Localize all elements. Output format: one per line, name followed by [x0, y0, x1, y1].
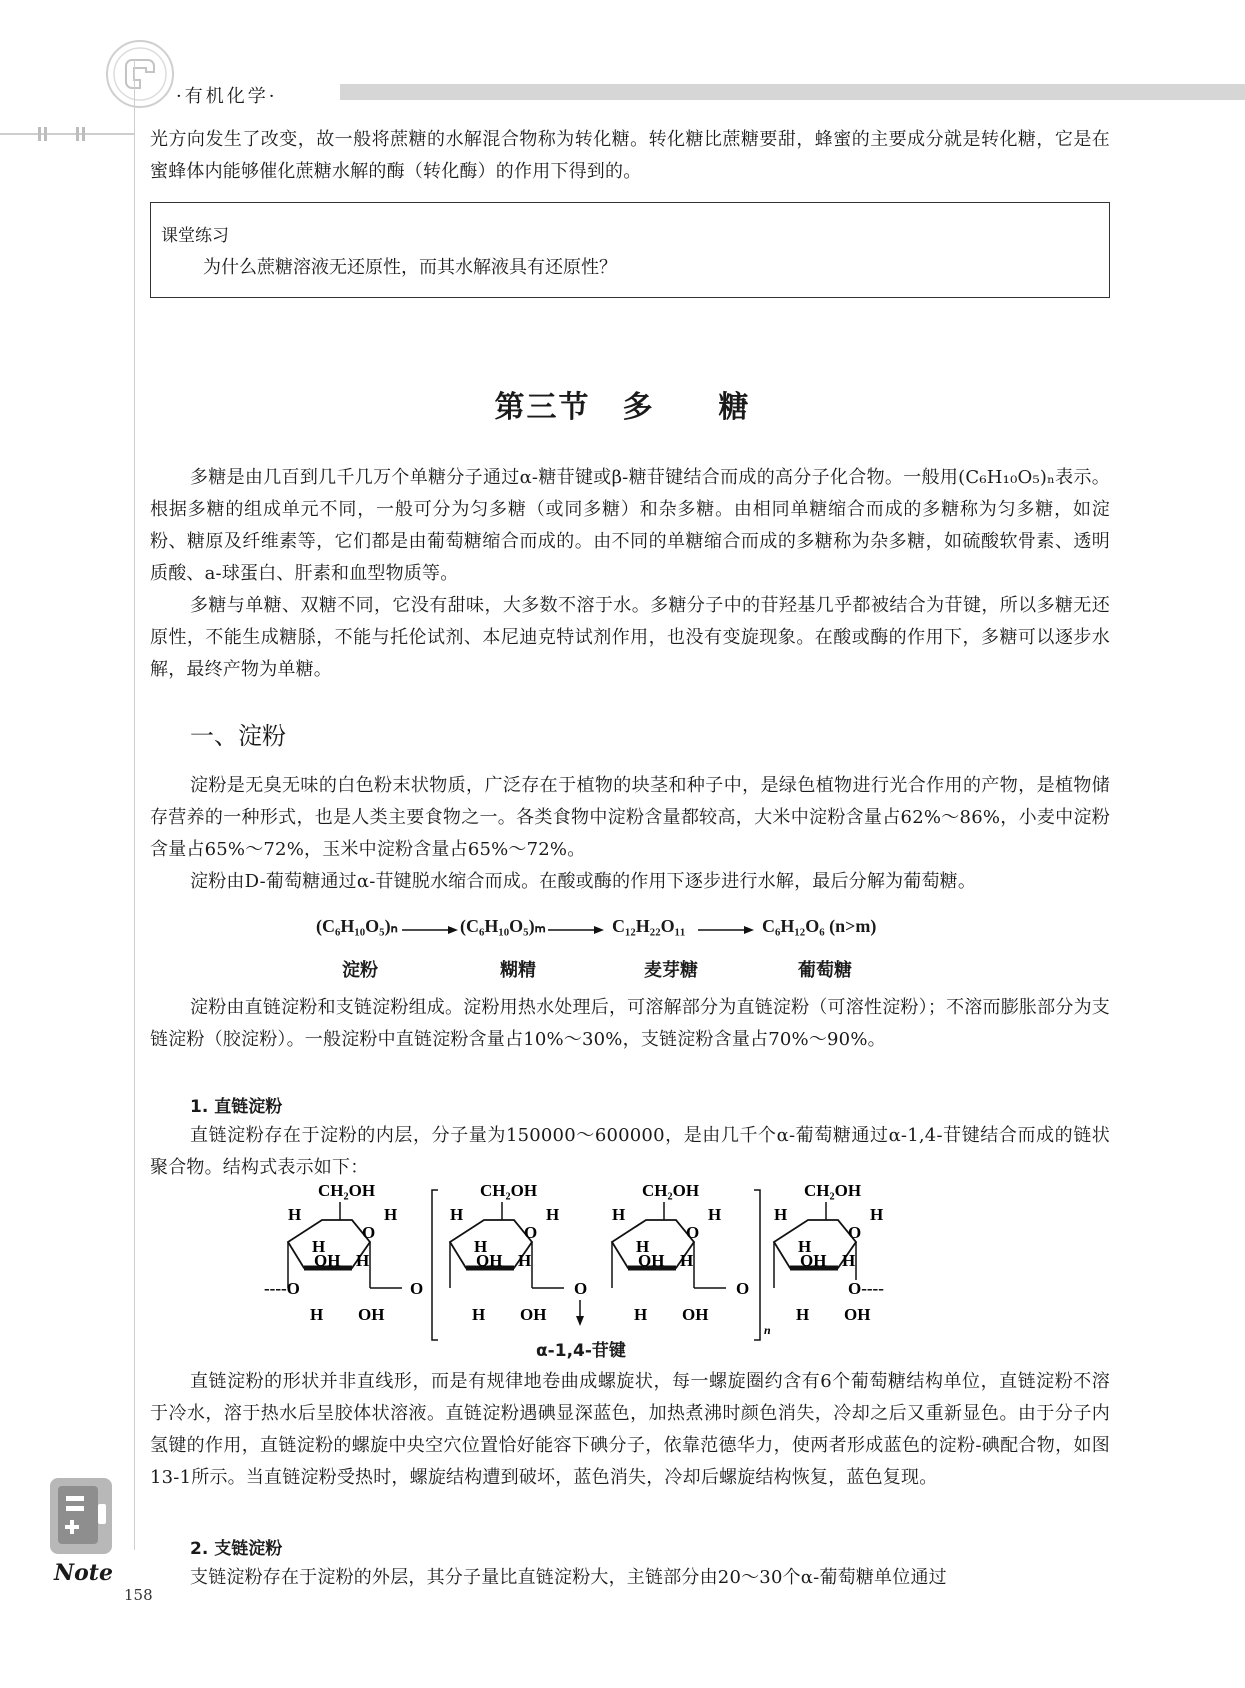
paragraph-amylose-helix: 直链淀粉的形状并非直线形，而是有规律地卷曲成螺旋状，每一螺旋圈约含有6个葡萄糖结构单位，直链淀粉不溶于冷水，溶于热水后呈胶体状溶液。直链淀粉遇碘显深蓝色，加热煮沸时颜色消失，冷却之后又重新显色。由于分子内氢键的作用，直链淀粉的螺旋中央空穴位置恰好能容下碘分子，依靠范德华力，使两者形成蓝色的淀粉-碘配合物，如图13-1所示。当直链淀粉受热时，螺旋结构遭到破坏，蓝色消失，冷却后螺旋结构恢复，蓝色复现。: [150, 1371, 1110, 1488]
h-label: H: [680, 1251, 694, 1270]
margin-line: [134, 60, 135, 1550]
hydrolysis-scheme: [300, 916, 1000, 986]
amylose-structure-diagram: [264, 1180, 970, 1340]
paragraph-starch-description: 淀粉是无臭无味的白色粉末状物质，广泛存在于植物的块茎和种子中，是绿色植物进行光合作用的产物，是植物储存营养的一种形式，也是人类主要食物之一。各类食物中淀粉含量都较高，大米中淀粉含量占62%～86%，小麦中淀粉含量占65%～72%，玉米中淀粉含量占65%～72%。: [150, 775, 1110, 860]
arrow-icon: [548, 924, 604, 936]
arrow-icon: [698, 924, 754, 936]
h-label: H: [450, 1205, 464, 1224]
oh-label: OH: [638, 1251, 665, 1270]
formula-dextrin: (C₆H₁₀O₅)ₘ: [460, 916, 546, 936]
repeat-bracket-right: [754, 1190, 760, 1340]
note-label: Note: [54, 1560, 113, 1586]
oh-label: OH: [520, 1305, 547, 1324]
ch2oh-label: CH₂OH: [318, 1181, 376, 1200]
h-label: H: [708, 1205, 722, 1224]
ch2oh-label: CH₂OH: [804, 1181, 862, 1200]
formula-glucose: C₆H₁₂O₆ (n>m): [762, 916, 877, 936]
glycosidic-oxygen: O: [410, 1279, 424, 1298]
h-label: H: [384, 1205, 398, 1224]
glycosidic-oxygen: O: [574, 1279, 588, 1298]
paragraph-continuation: 光方向发生了改变，故一般将蔗糖的水解混合物称为转化糖。转化糖比蔗糖要甜，蜂蜜的主要成分就是转化糖，它是在蜜蜂体内能够催化蔗糖水解的酶（转化酶）的作用下得到的。: [150, 129, 1110, 182]
margin-ruler-decoration: [0, 124, 140, 144]
ch2oh-label: CH₂OH: [480, 1181, 538, 1200]
h-label: H: [612, 1205, 626, 1224]
repeat-bracket-left: [432, 1190, 438, 1340]
heading-amylose: 1. 直链淀粉: [190, 1097, 283, 1117]
section-title: 第三节 多 糖: [494, 390, 751, 425]
ring-oxygen: O: [524, 1223, 538, 1242]
oh-label: OH: [844, 1305, 871, 1324]
note-icon: [48, 1476, 114, 1558]
h-label: H: [356, 1251, 370, 1270]
formula-starch: (C₆H₁₀O₅)ₙ: [316, 916, 398, 936]
h-label: H: [288, 1205, 302, 1224]
ring-oxygen: O: [362, 1223, 376, 1242]
exercise-box: [150, 202, 1110, 298]
heading-starch: 一、淀粉: [190, 722, 286, 750]
label-starch: 淀粉: [342, 960, 378, 981]
bond-pointer-arrow: [576, 1316, 584, 1326]
heading-amylopectin: 2. 支链淀粉: [190, 1539, 283, 1559]
exercise-title: 课堂练习: [161, 226, 229, 246]
bond-label: α-1,4-苷键: [536, 1341, 626, 1361]
book-logo-icon: [104, 38, 176, 110]
ring-oxygen: O: [686, 1223, 700, 1242]
arrow-icon: [402, 924, 458, 936]
page-number: 158: [124, 1586, 153, 1604]
ring-oxygen: O: [848, 1223, 862, 1242]
label-maltose: 麦芽糖: [644, 960, 698, 981]
h-label: H: [842, 1251, 856, 1270]
h-label: H: [310, 1305, 324, 1324]
formula-maltose: C₁₂H₂₂O₁₁: [612, 916, 686, 936]
label-dextrin: 糊精: [500, 960, 536, 981]
h-label: H: [634, 1305, 648, 1324]
glucose-unit-1: [264, 1181, 402, 1324]
h-label: H: [796, 1305, 810, 1324]
oh-label: OH: [682, 1305, 709, 1324]
oh-label: OH: [800, 1251, 827, 1270]
paragraph-amylose-structure: 直链淀粉存在于淀粉的内层，分子量为150000～600000，是由几千个α-葡萄糖通过α-1,4-苷键结合而成的链状聚合物。结构式表示如下：: [150, 1125, 1110, 1178]
h-label: H: [774, 1205, 788, 1224]
label-glucose: 葡萄糖: [798, 960, 852, 981]
h-label: H: [518, 1251, 532, 1270]
h-label: H: [798, 1237, 812, 1256]
ch2oh-label: CH₂OH: [642, 1181, 700, 1200]
oh-label: OH: [476, 1251, 503, 1270]
h-label: H: [474, 1237, 488, 1256]
glucose-unit-2: [450, 1181, 564, 1324]
glycosidic-oxygen: O: [736, 1279, 750, 1298]
h-label: H: [870, 1205, 884, 1224]
chain-right-end: O----: [848, 1279, 884, 1298]
oh-label: OH: [314, 1251, 341, 1270]
paragraph-polysaccharide-properties: 多糖与单糖、双糖不同，它没有甜味，大多数不溶于水。多糖分子中的苷羟基几乎都被结合为苷键，所以多糖无还原性，不能生成糖脎，不能与托伦试剂、本尼迪克特试剂作用，也没有变旋现象。在酸或酶的作用下，多糖可以逐步水解，最终产物为单糖。: [150, 595, 1110, 680]
h-label: H: [472, 1305, 486, 1324]
h-label: H: [312, 1237, 326, 1256]
h-label: H: [546, 1205, 560, 1224]
repeat-subscript-n: n: [764, 1323, 771, 1337]
header-title: ·有机化学·: [176, 86, 278, 107]
exercise-question: 为什么蔗糖溶液无还原性，而其水解液具有还原性？: [203, 257, 617, 278]
paragraph-polysaccharide-definition: 多糖是由几百到几千几万个单糖分子通过α-糖苷键或β-糖苷键结合而成的高分子化合物。一般用(C₆H₁₀O₅)ₙ表示。根据多糖的组成单元不同，一般可分为匀多糖（或同多糖）和杂多糖。由相同单糖缩合而成的多糖称为匀多糖，如淀粉、糖原及纤维素等，它们都是由葡萄糖缩合而成的。由不同的单糖缩合而成的多糖称为杂多糖，如硫酸软骨素、透明质酸、a-球蛋白、肝素和血型物质等。: [150, 467, 1110, 584]
paragraph-starch-composition: 淀粉由直链淀粉和支链淀粉组成。淀粉用热水处理后，可溶解部分为直链淀粉（可溶性淀粉）；不溶而膨胀部分为支链淀粉（胶淀粉）。一般淀粉中直链淀粉含量占10%～30%，支链淀粉含量占70%～90%。: [150, 997, 1110, 1050]
glucose-unit-4: [774, 1181, 884, 1324]
paragraph-starch-hydrolysis: 淀粉由D-葡萄糖通过α-苷键脱水缩合而成。在酸或酶的作用下逐步进行水解，最后分解为葡萄糖。: [190, 871, 977, 892]
h-label: H: [636, 1237, 650, 1256]
glucose-unit-3: [612, 1181, 726, 1324]
header-bar: [340, 84, 1245, 100]
chain-left-end: ----O: [264, 1279, 300, 1298]
paragraph-amylopectin: 支链淀粉存在于淀粉的外层，其分子量比直链淀粉大，主链部分由20～30个α-葡萄糖单位通过: [190, 1567, 947, 1588]
oh-label: OH: [358, 1305, 385, 1324]
